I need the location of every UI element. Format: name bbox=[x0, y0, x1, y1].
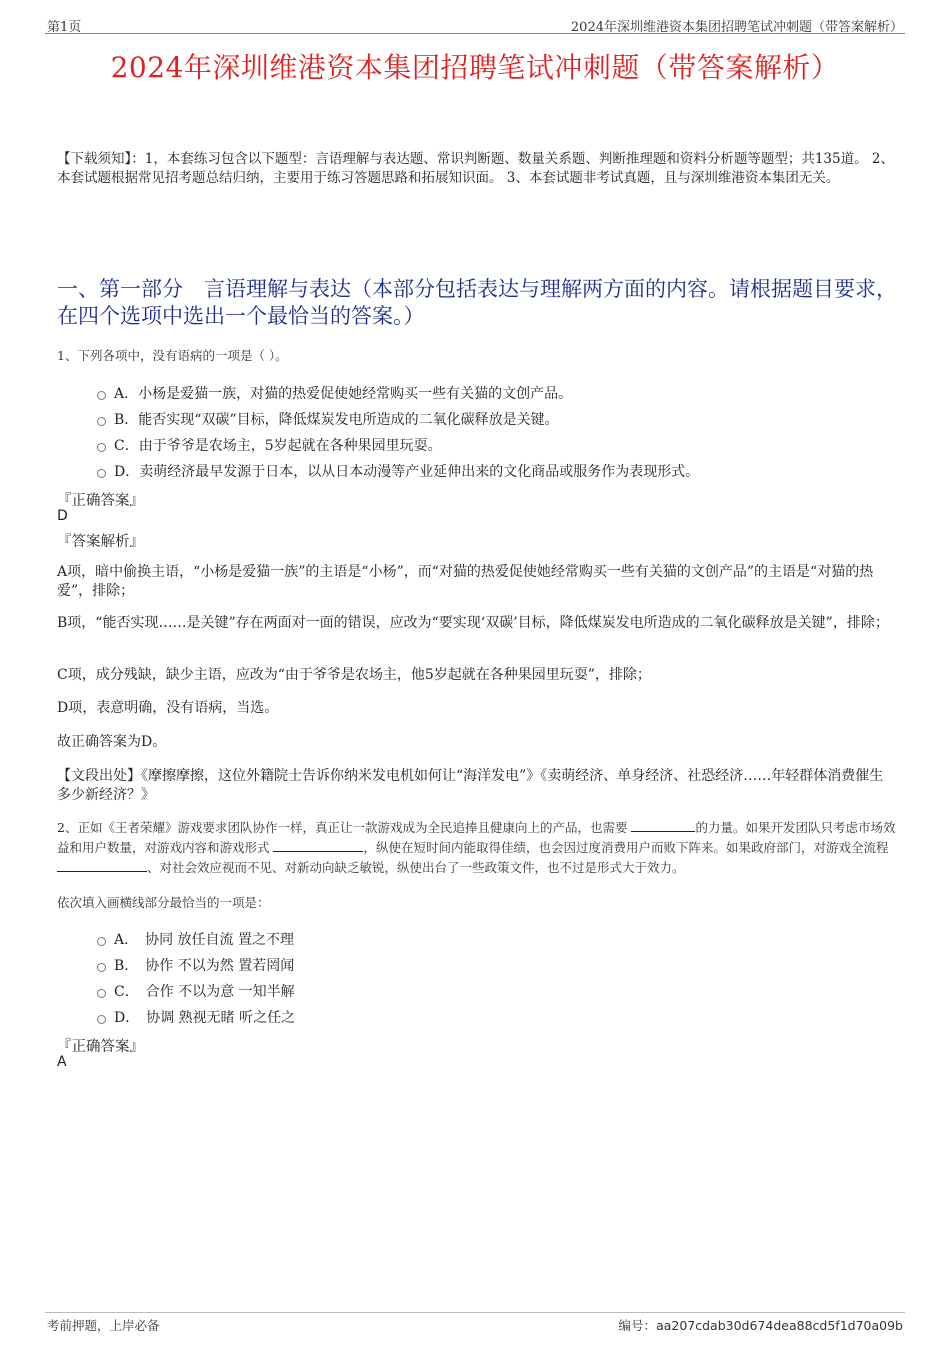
fill-blank-1 bbox=[631, 819, 695, 832]
question-1-option-b[interactable] bbox=[97, 409, 559, 429]
question-1-analysis-label: 『答案解析』 bbox=[57, 534, 144, 550]
question-1-answer: D bbox=[57, 508, 68, 524]
question-2-option-b[interactable] bbox=[97, 955, 294, 975]
footer-slogan: 考前押题，上岸必备 bbox=[47, 1318, 160, 1333]
option-text: A．小杨是爱猫一族，对猫的热爱促使她经常购买一些有关猫的文创产品。 bbox=[114, 386, 573, 402]
radio-button[interactable] bbox=[97, 391, 106, 400]
option-text: D．卖萌经济最早发源于日本，以从日本动漫等产业延伸出来的文化商品或服务作为表现形式。 bbox=[114, 464, 700, 480]
stem-text: 、对社会效应视而不见、对新动向缺乏敏锐，纵使出台了一些政策文件，也不过是形式大于效力。 bbox=[147, 860, 685, 875]
fill-blank-3 bbox=[57, 859, 147, 872]
stem-text: ，纵使在短时间内能取得佳绩，也会因过度消费用户而败下阵来。如果政府部门，对游戏全流程 bbox=[363, 840, 889, 855]
running-title: 2024年深圳维港资本集团招聘笔试冲刺题（带答案解析） bbox=[570, 20, 903, 35]
option-text: C． 合作 不以为意 一知半解 bbox=[114, 984, 295, 1000]
page-number: 第1页 bbox=[47, 20, 82, 35]
option-text: B． 协作 不以为然 置若罔闻 bbox=[114, 958, 295, 974]
radio-button[interactable] bbox=[97, 937, 106, 946]
radio-button[interactable] bbox=[97, 1015, 106, 1024]
analysis-paragraph-d: D项，表意明确，没有语病，当选。 bbox=[57, 700, 279, 716]
question-1-option-c[interactable] bbox=[97, 435, 442, 455]
radio-button[interactable] bbox=[97, 443, 106, 452]
code-label: 编号： bbox=[618, 1318, 657, 1333]
header-divider bbox=[45, 33, 905, 34]
radio-button[interactable] bbox=[97, 469, 106, 478]
document-code bbox=[619, 1316, 903, 1334]
code-value: aa207cdab30d674dea88cd5f1d70a09b bbox=[656, 1318, 903, 1333]
analysis-paragraph-b: B项，“能否实现……是关键”存在两面对一面的错误，应改为“要实现‘双碳’目标，降低煤炭发电所造成的二氧化碳释放是关键”，排除； bbox=[57, 615, 889, 631]
option-text: B．能否实现“双碳”目标，降低煤炭发电所造成的二氧化碳释放是关键。 bbox=[114, 412, 559, 428]
question-2-option-a[interactable] bbox=[97, 929, 294, 949]
question-2-answer: A bbox=[57, 1054, 67, 1070]
stem-text: 的力量。如果开发团队只考虑市场效益和用户数量，对游戏内容和游戏形式 bbox=[57, 820, 896, 855]
radio-button[interactable] bbox=[97, 989, 106, 998]
question-2-option-d[interactable] bbox=[97, 1007, 295, 1027]
radio-button[interactable] bbox=[97, 963, 106, 972]
analysis-paragraph-a: A项，暗中偷换主语，“小杨是爱猫一族”的主语是“小杨”，而“对猫的热爱促使她经常购买一些有关猫的文创产品”的主语是“对猫的热爱”，排除； bbox=[57, 564, 874, 599]
question-2-option-c[interactable] bbox=[97, 981, 295, 1001]
question-2-lead: 依次填入画横线部分最恰当的一项是： bbox=[57, 895, 270, 910]
section-heading: 一、第一部分 言语理解与表达（本部分包括表达与理解两方面的内容。请根据题目要求，在四个选项中选出一个最恰当的答案。） bbox=[57, 277, 897, 328]
question-2-answer-label: 『正确答案』 bbox=[57, 1039, 144, 1055]
question-1-option-d[interactable] bbox=[97, 461, 699, 481]
fill-blank-2 bbox=[273, 839, 363, 852]
option-text: C．由于爷爷是农场主，5岁起就在各种果园里玩耍。 bbox=[114, 438, 442, 454]
download-notice: 【下载须知】：1，本套练习包含以下题型：言语理解与表达题、常识判断题、数量关系题、判断推理题和资料分析题等题型；共135道。 2、本套试题根据常见招考题总结归纳，主要用于练习答题思路和拓展知识面。 3、本套试题非考试真题，且与深圳维港资本集团无关。 bbox=[57, 151, 894, 186]
footer-divider bbox=[45, 1312, 905, 1313]
page-title: 2024年深圳维港资本集团招聘笔试冲刺题（带答案解析） bbox=[110, 51, 840, 84]
question-1-answer-label: 『正确答案』 bbox=[57, 493, 144, 509]
analysis-paragraph-c: C项，成分残缺，缺少主语，应改为“由于爷爷是农场主，他5岁起就在各种果园里玩耍”，排除； bbox=[57, 667, 651, 683]
question-1-option-a[interactable] bbox=[97, 383, 572, 403]
stem-text: 2、正如《王者荣耀》游戏要求团队协作一样，真正让一款游戏成为全民追捧且健康向上的产品，也需要 bbox=[57, 820, 632, 835]
question-1-stem: 1、下列各项中，没有语病的一项是（ ）。 bbox=[57, 348, 288, 363]
analysis-conclusion: 故正确答案为D。 bbox=[57, 734, 167, 750]
radio-button[interactable] bbox=[97, 417, 106, 426]
source-citation: 【文段出处】《摩擦摩擦，这位外籍院士告诉你纳米发电机如何让“海洋发电”》《卖萌经济、单身经济、社恐经济……年轻群体消费催生多少新经济？》 bbox=[57, 768, 884, 803]
question-2-stem bbox=[57, 818, 897, 878]
option-text: D． 协调 熟视无睹 听之任之 bbox=[114, 1010, 296, 1026]
option-text: A． 协同 放任自流 置之不理 bbox=[114, 932, 295, 948]
